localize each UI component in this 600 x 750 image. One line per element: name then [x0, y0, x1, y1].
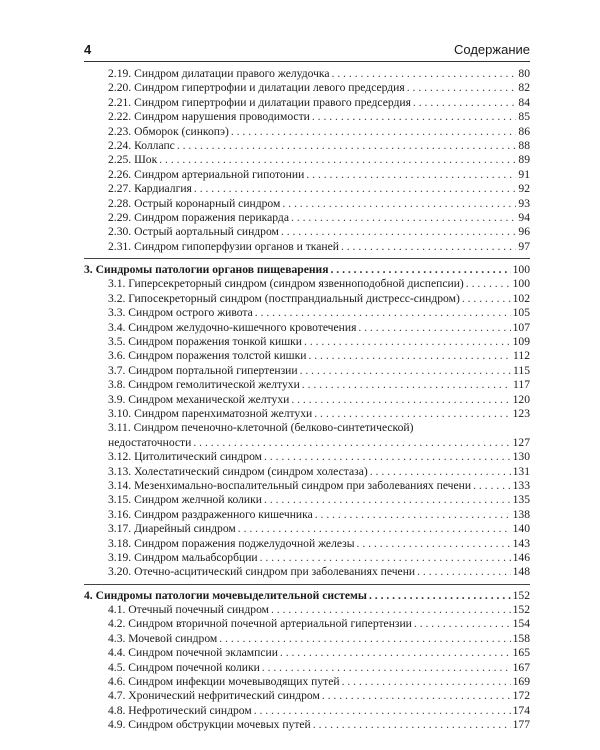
- toc-entry[interactable]: [84, 335, 530, 349]
- toc-entry[interactable]: [84, 450, 530, 464]
- toc-section: [84, 263, 530, 580]
- running-header: [84, 42, 530, 60]
- dot-leader: [194, 182, 517, 196]
- entry-title: 4.2. Синдром вторичной почечной артериальной гипертензии: [108, 617, 412, 631]
- entry-title: 4.5. Синдром почечной колики: [108, 660, 260, 674]
- entry-title: 4.1. Отечный почечный синдром: [108, 603, 269, 617]
- entry-title: 3.20. Отечно-асцитический синдром при заболеваниях печени: [108, 565, 416, 579]
- header-rule: [84, 61, 530, 62]
- entry-page-number: 123: [512, 406, 530, 420]
- toc-entry[interactable]: [84, 321, 530, 335]
- dot-leader: [264, 450, 511, 464]
- entry-title: 2.24. Коллапс: [108, 138, 175, 152]
- entry-title: 4.9. Синдром обструкции мочевых путей: [108, 718, 311, 732]
- toc-entry[interactable]: [84, 551, 530, 565]
- dot-leader: [462, 292, 511, 306]
- section-divider: [84, 584, 530, 585]
- dot-leader: [260, 551, 511, 565]
- entry-title: 3.13. Холестатический синдром (синдром холестаза): [108, 464, 368, 478]
- toc-entry[interactable]: [84, 81, 530, 95]
- entry-page-number: 169: [512, 675, 530, 689]
- entry-title: 2.31. Синдром гипоперфузии органов и тканей: [108, 239, 339, 253]
- toc-entry[interactable]: [84, 522, 530, 536]
- toc-entry[interactable]: [84, 493, 530, 507]
- dot-leader: [177, 139, 517, 153]
- entry-page-number: 92: [518, 182, 530, 196]
- dot-leader: [159, 153, 516, 167]
- dot-leader: [231, 125, 517, 139]
- dot-leader: [313, 718, 511, 732]
- entry-page-number: 177: [512, 718, 530, 732]
- toc-entry[interactable]: [84, 479, 530, 493]
- toc-entry[interactable]: [84, 225, 530, 239]
- entry-page-number: 89: [518, 153, 530, 167]
- dot-leader: [193, 436, 510, 450]
- dot-leader: [322, 689, 511, 703]
- toc-entry[interactable]: [84, 378, 530, 392]
- toc-entry[interactable]: [84, 240, 530, 254]
- chapter-page-number: 100: [512, 263, 530, 277]
- entry-page-number: 133: [512, 478, 530, 492]
- dot-leader: [417, 565, 510, 579]
- dot-leader: [330, 263, 510, 277]
- entry-page-number: 174: [512, 703, 530, 717]
- entry-page-number: 167: [512, 660, 530, 674]
- dot-leader: [304, 335, 511, 349]
- dot-leader: [466, 277, 511, 291]
- entry-page-number: 109: [512, 335, 530, 349]
- entry-page-number: 130: [512, 450, 530, 464]
- toc-section: [84, 67, 530, 254]
- entry-title: 2.23. Обморок (синкопэ): [108, 124, 229, 138]
- toc-entry[interactable]: [84, 603, 530, 617]
- entry-page-number: 135: [512, 493, 530, 507]
- dot-leader: [369, 589, 511, 603]
- dot-leader: [219, 632, 510, 646]
- section-divider: [84, 258, 530, 259]
- toc-entry[interactable]: [84, 508, 530, 522]
- entry-title: 4.8. Нефротический синдром: [108, 703, 252, 717]
- entry-title: 3.7. Синдром портальной гипертензии: [108, 363, 298, 377]
- dot-leader: [262, 661, 511, 675]
- toc-entry[interactable]: [84, 292, 530, 306]
- entry-title: 2.30. Острый аортальный синдром: [108, 225, 279, 239]
- entry-page-number: 152: [512, 603, 530, 617]
- entry-title: 2.20. Синдром гипертрофии и дилатации левого предсердия: [108, 81, 405, 95]
- entry-page-number: 154: [512, 617, 530, 631]
- entry-page-number: 93: [518, 196, 530, 210]
- entry-page-number: 105: [512, 306, 530, 320]
- entry-title-continued: недостаточности: [108, 435, 192, 449]
- dot-leader: [407, 81, 517, 95]
- entry-title: 3.17. Диарейный синдром: [108, 522, 236, 536]
- toc-entry[interactable]: [84, 96, 530, 110]
- entry-title: 3.5. Синдром поражения тонкой кишки: [108, 335, 302, 349]
- entry-page-number: 112: [513, 349, 530, 363]
- toc-entry[interactable]: [84, 617, 530, 631]
- entry-page-number: 146: [512, 550, 530, 564]
- entry-title: 2.21. Синдром гипертрофии и дилатации правого предсердия: [108, 95, 411, 109]
- dot-leader: [332, 67, 517, 81]
- entry-title: 4.3. Мочевой синдром: [108, 631, 218, 645]
- entry-page-number: 94: [518, 210, 530, 224]
- entry-title: 3.15. Синдром желчной колики: [108, 493, 262, 507]
- chapter-title: 3. Синдромы патологии органов пищеварения: [84, 263, 329, 277]
- entry-title: 2.25. Шок: [108, 153, 158, 167]
- toc-entry[interactable]: [84, 436, 530, 450]
- toc-entry[interactable]: [84, 153, 530, 167]
- toc-entry[interactable]: [84, 197, 530, 211]
- toc-entry[interactable]: [84, 689, 530, 703]
- entry-title: 3.10. Синдром паренхиматозной желтухи: [108, 406, 313, 420]
- entry-page-number: 100: [512, 277, 530, 291]
- dot-leader: [357, 537, 511, 551]
- entry-page-number: 107: [512, 320, 530, 334]
- dot-leader: [281, 225, 517, 239]
- entry-page-number: 96: [518, 225, 530, 239]
- toc-entry[interactable]: [84, 675, 530, 689]
- entry-page-number: 127: [512, 435, 530, 449]
- entry-page-number: 86: [518, 124, 530, 138]
- dot-leader: [342, 675, 511, 689]
- entry-page-number: 80: [518, 67, 530, 80]
- entry-title: 3.11. Синдром печеночно-клеточной (белково-синтетической): [108, 421, 414, 435]
- entry-title: 2.27. Кардиалгия: [108, 182, 192, 196]
- toc-entry-line[interactable]: [84, 421, 530, 435]
- entry-page-number: 115: [513, 363, 530, 377]
- toc-chapter-heading[interactable]: [84, 589, 530, 603]
- dot-leader: [280, 646, 511, 660]
- toc-entry[interactable]: [84, 565, 530, 579]
- dot-leader: [413, 96, 516, 110]
- chapter-page-number: 152: [512, 588, 530, 602]
- entry-title: 4.6. Синдром инфекции мочевыводящих путей: [108, 675, 340, 689]
- dot-leader: [314, 407, 510, 421]
- entry-title: 2.22. Синдром нарушения проводимости: [108, 110, 310, 124]
- toc-entry[interactable]: [84, 182, 530, 196]
- dot-leader: [291, 393, 510, 407]
- dot-leader: [473, 479, 511, 493]
- entry-title: 3.4. Синдром желудочно-кишечного кровотечения: [108, 320, 357, 334]
- dot-leader: [282, 197, 516, 211]
- dot-leader: [341, 240, 516, 254]
- dot-leader: [291, 211, 516, 225]
- toc-entry[interactable]: [84, 139, 530, 153]
- entry-page-number: 140: [512, 522, 530, 536]
- entry-page-number: 102: [512, 291, 530, 305]
- toc-entry[interactable]: [84, 537, 530, 551]
- entry-title: 4.4. Синдром почечной эклампсии: [108, 646, 278, 660]
- entry-page-number: 85: [518, 110, 530, 124]
- entry-title: 2.28. Острый коронарный синдром: [108, 196, 281, 210]
- toc-entry[interactable]: [84, 168, 530, 182]
- entry-title: 4.7. Хронический нефритический синдром: [108, 689, 320, 703]
- dot-leader: [358, 321, 510, 335]
- dot-leader: [306, 168, 516, 182]
- entry-page-number: 172: [512, 689, 530, 703]
- toc-entry[interactable]: [84, 718, 530, 732]
- toc-entry[interactable]: [84, 349, 530, 363]
- toc-entry[interactable]: [84, 646, 530, 660]
- entry-title: 3.18. Синдром поражения поджелудочной железы: [108, 536, 355, 550]
- entry-title: 3.2. Гипосекреторный синдром (постпрандиальный дистресс-синдром): [108, 291, 460, 305]
- entry-page-number: 97: [518, 239, 530, 253]
- dot-leader: [254, 704, 511, 718]
- toc-entry[interactable]: [84, 632, 530, 646]
- entry-page-number: 82: [518, 81, 530, 95]
- entry-title: 3.12. Цитолитический синдром: [108, 450, 262, 464]
- entry-title: 3.6. Синдром поражения толстой кишки: [108, 349, 307, 363]
- entry-title: 3.8. Синдром гемолитической желтухи: [108, 378, 300, 392]
- entry-page-number: 143: [512, 536, 530, 550]
- toc-entry[interactable]: [84, 110, 530, 124]
- chapter-title: 4. Синдромы патологии мочевыделительной системы: [84, 588, 367, 602]
- entry-title: 3.3. Синдром острого живота: [108, 306, 253, 320]
- toc-section: [84, 589, 530, 733]
- entry-title: 3.1. Гиперсекреторный синдром (синдром язвенноподобной диспепсии): [108, 277, 464, 291]
- entry-page-number: 117: [513, 378, 530, 392]
- entry-title: 3.19. Синдром мальабсорбции: [108, 550, 258, 564]
- table-of-contents: [84, 67, 530, 733]
- entry-page-number: 91: [518, 167, 530, 181]
- dot-leader: [312, 110, 517, 124]
- entry-title: 2.26. Синдром артериальной гипотонии: [108, 167, 305, 181]
- entry-title: 3.14. Мезенхимально-воспалительный синдром при заболеваниях печени: [108, 478, 472, 492]
- toc-entry[interactable]: [84, 407, 530, 421]
- entry-title: 2.29. Синдром поражения перикарда: [108, 210, 289, 224]
- dot-leader: [271, 603, 511, 617]
- entry-page-number: 148: [512, 565, 530, 579]
- entry-page-number: 88: [518, 138, 530, 152]
- toc-entry[interactable]: [84, 364, 530, 378]
- dot-leader: [308, 349, 511, 363]
- entry-page-number: 84: [518, 95, 530, 109]
- dot-leader: [302, 378, 511, 392]
- toc-entry[interactable]: [84, 704, 530, 718]
- entry-page-number: 138: [512, 507, 530, 521]
- toc-entry[interactable]: [84, 211, 530, 225]
- entry-page-number: 158: [512, 631, 530, 645]
- dot-leader: [255, 306, 511, 320]
- toc-entry[interactable]: [84, 67, 530, 81]
- dot-leader: [414, 617, 511, 631]
- entry-page-number: 120: [512, 392, 530, 406]
- entry-page-number: 165: [512, 646, 530, 660]
- page-number: 4: [84, 42, 92, 57]
- entry-page-number: 131: [512, 464, 530, 478]
- running-title: Содержание: [454, 42, 530, 57]
- dot-leader: [300, 364, 511, 378]
- toc-entry[interactable]: [84, 125, 530, 139]
- dot-leader: [315, 508, 511, 522]
- toc-entry[interactable]: [84, 277, 530, 291]
- dot-leader: [370, 465, 511, 479]
- toc-chapter-heading[interactable]: [84, 263, 530, 277]
- toc-entry[interactable]: [84, 306, 530, 320]
- entry-title: 3.9. Синдром механической желтухи: [108, 392, 290, 406]
- toc-entry[interactable]: [84, 465, 530, 479]
- entry-title: 3.16. Синдром раздраженного кишечника: [108, 507, 313, 521]
- dot-leader: [238, 522, 511, 536]
- entry-title: 2.19. Синдром дилатации правого желудочка: [108, 67, 330, 80]
- toc-entry[interactable]: [84, 393, 530, 407]
- toc-entry[interactable]: [84, 661, 530, 675]
- dot-leader: [264, 493, 511, 507]
